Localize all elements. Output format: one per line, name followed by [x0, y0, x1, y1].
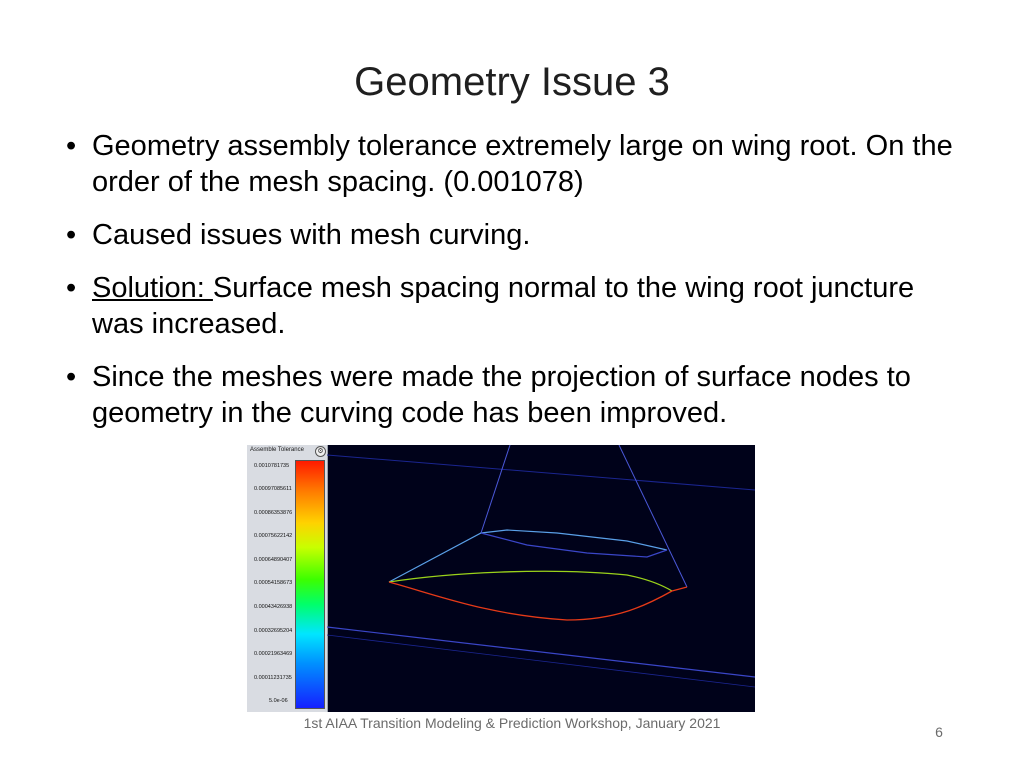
colorbar-tick: 0.00011231735: [254, 675, 292, 681]
colorbar-tick: 0.00097085611: [254, 486, 292, 492]
edge-line: [481, 533, 667, 557]
colorbar-tick: 0.00086353876: [254, 510, 293, 516]
edge-line: [327, 635, 755, 687]
edge-line: [672, 587, 687, 591]
gear-icon[interactable]: ⚙: [315, 446, 326, 457]
bullet-4: • Since the meshes were made the projection of surface nodes to geometry in the curving code has been improved.: [64, 359, 964, 431]
tolerance-figure: [247, 445, 755, 712]
edge-line: [327, 455, 755, 490]
footer-text: 1st AIAA Transition Modeling & Prediction Workshop, January 2021: [303, 715, 721, 731]
colorbar-tick: 5.0e-06: [269, 698, 288, 704]
bullet-list: [64, 128, 964, 448]
colorbar-title: Assemble Tolerance: [250, 447, 304, 453]
edge-line: [481, 445, 510, 533]
colorbar-tick: 0.00064890407: [254, 557, 293, 563]
solution-text: Surface mesh spacing normal to the wing root juncture was increased.: [92, 272, 915, 340]
solution-label: Solution:: [92, 272, 213, 304]
mesh-plot: [327, 445, 755, 712]
colorbar-tick: 0.0010781735: [254, 463, 290, 469]
bullet-3: [64, 270, 964, 342]
bullet-1: • Geometry assembly tolerance extremely large on wing root. On the order of the mesh spacing. (0.001078): [64, 128, 964, 200]
colorbar-tick: 0.00043426938: [254, 604, 293, 610]
page-number: 6: [935, 724, 943, 740]
slide-title: Geometry Issue 3: [354, 60, 670, 104]
edge-line: [619, 445, 687, 587]
edge-line: [389, 582, 672, 620]
colorbar-panel: [247, 445, 328, 712]
colorbar-tick: 0.00075622142: [254, 533, 293, 539]
colorbar-tick: 0.00032695204: [254, 628, 293, 634]
edge-line: [389, 571, 672, 591]
colorbar-tick: 0.00054158673: [254, 580, 293, 586]
bullet-2: • Caused issues with mesh curving.: [64, 217, 964, 253]
edge-line: [327, 627, 755, 677]
colorbar-gradient: [295, 460, 325, 709]
mesh-plot-svg: [327, 445, 755, 712]
colorbar-tick: 0.00021963469: [254, 651, 293, 657]
